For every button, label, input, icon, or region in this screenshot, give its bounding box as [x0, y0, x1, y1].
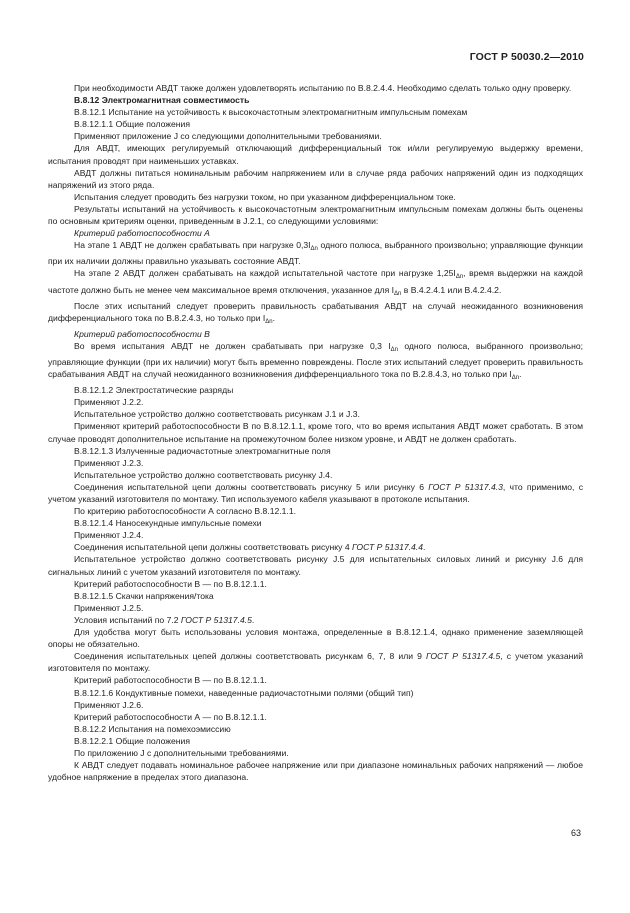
paragraph-text: В.8.12.1.6 Кондуктивные помехи, наведенные радиочастотными полями (общий тип) [74, 687, 414, 698]
standard-reference: ГОСТ Р 51317.4.3 [428, 481, 503, 492]
paragraph [48, 517, 583, 529]
paragraph-text: В.8.12 Электромагнитная совместимость [74, 95, 250, 106]
paragraph-text: Критерий работоспособности А [74, 228, 210, 239]
paragraph [48, 578, 583, 590]
paragraph-text: Применяют J.2.6. [74, 699, 144, 710]
paragraph [48, 384, 583, 396]
paragraph [48, 396, 583, 408]
paragraph-text: На этапе 1 АВДТ не должен срабатывать при нагрузке 0,3I [74, 240, 311, 251]
paragraph [48, 674, 583, 686]
paragraph [48, 759, 583, 783]
document-header: ГОСТ Р 50030.2—2010 [469, 51, 584, 63]
standard-reference: ГОСТ Р 51317.4.4 [352, 542, 423, 553]
paragraph-text: По приложению J с дополнительными требованиями. [74, 747, 289, 758]
subscript: Δn [310, 246, 318, 253]
paragraph [48, 227, 583, 239]
paragraph-text: Применяют критерий работоспособности В по В.8.12.1.1, кроме того, что во время испытания АВДТ может сработать. В этом случае проводят дополнительное испытание на промежуточном более низком уровне, и АВДТ не должен сработать. [48, 421, 583, 444]
paragraph [48, 420, 583, 444]
subscript: Δn [390, 346, 398, 353]
paragraph-text: Результаты испытаний на устойчивость к высокочастотным электромагнитным импульсным помехам должны быть оценены по основным критериям оценки, приведенным в J.2.1, со следующими условиями: [48, 203, 583, 227]
paragraph-text: Соединения испытательных цепей должны соответствовать рисункам 6, 7, 8 или 9 [74, 651, 426, 662]
paragraph-text: одного полюса, выбранного произвольно; управляющие функции при их наличии должны правильно указывать состояние АВДТ. [48, 240, 583, 267]
document-body [48, 82, 583, 783]
paragraph [48, 118, 583, 130]
paragraph-text: Для удобства могут быть использованы условия монтажа, определенные в В.8.12.1.4, однако применение заземляющей опоры не обязательно. [48, 627, 583, 650]
paragraph [48, 106, 583, 118]
paragraph [48, 300, 583, 328]
paragraph-text: В.8.12.1.1 Общие положения [74, 119, 190, 130]
paragraph-text: , что применимо, с учетом указаний изготовителя по монтажу. Тип используемого кабеля указывают в протоколе испытания. [48, 481, 583, 504]
paragraph [48, 529, 583, 541]
paragraph [48, 445, 583, 457]
paragraph-text: При необходимости АВДТ также должен удовлетворять испытанию по В.8.2.4.4. Необходимо сделать только одну проверку. [74, 83, 572, 93]
paragraph-text: По критерию работоспособности А согласно В.8.12.1.1. [74, 506, 296, 517]
paragraph [48, 94, 583, 106]
paragraph-text: . [272, 312, 276, 323]
paragraph-text: Критерий работоспособности В — по В.8.12.1.1. [74, 578, 267, 589]
paragraph [48, 602, 583, 614]
paragraph [48, 723, 583, 735]
page-number: 63 [570, 828, 581, 838]
paragraph-text: Применяют J.2.4. [74, 530, 144, 541]
paragraph-text: Применяют J.2.5. [74, 602, 144, 613]
paragraph [48, 747, 583, 759]
paragraph-text: Испытательное устройство должно соответствовать рисунку J.4. [74, 469, 333, 480]
subscript: Δn [511, 375, 520, 382]
paragraph-text: В.8.12.1.5 Скачки напряжения/тока [74, 590, 214, 601]
paragraph [48, 267, 583, 299]
paragraph-text: Применяют J.2.2. [74, 397, 144, 408]
paragraph [48, 328, 583, 340]
paragraph [48, 687, 583, 699]
paragraph-text: АВДТ должны питаться номинальным рабочим напряжением или в случае ряда рабочих напряжений один из подходящих напряжений из этого ряда. [48, 167, 583, 190]
subscript: Δn [455, 274, 464, 281]
paragraph-text: Соединения испытательной цепи должны соответствовать рисунку 4 [74, 542, 352, 553]
paragraph [48, 541, 583, 553]
paragraph-text: В.8.12.1.4 Наносекундные импульсные помехи [74, 518, 262, 529]
paragraph [48, 505, 583, 517]
paragraph-text: в В.4.2.4.1 или В.4.2.4.2. [401, 284, 502, 295]
paragraph [48, 650, 583, 674]
paragraph-text: . [251, 614, 255, 625]
paragraph-text: Соединения испытательной цепи должны соответствовать рисунку 5 или рисунку 6 [74, 481, 429, 492]
paragraph-text: Испытания следует проводить без нагрузки током, но при указанном дифференциальном токе. [74, 191, 456, 202]
paragraph-text: Испытательное устройство должно соответствовать рисункам J.1 и J.3. [74, 409, 360, 420]
paragraph-text: Во время испытания АВДТ не должен срабатывать при нагрузке 0,3 I [74, 340, 391, 351]
paragraph [48, 239, 583, 267]
paragraph-text: В.8.12.1.3 Излученные радиочастотные электромагнитные поля [74, 445, 331, 456]
subscript: Δn [394, 290, 402, 297]
paragraph-text: К АВДТ следует подавать номинальное рабочее напряжение или при диапазоне номинальных рабочих напряжений — любое удобное напряжение в пределах этого диапазона. [48, 760, 583, 783]
paragraph-text: На этапе 2 АВДТ должен срабатывать на каждой испытательной частоте при нагрузке 1,25I [74, 268, 456, 279]
subscript: Δn [265, 318, 273, 325]
paragraph [48, 626, 583, 650]
standard-reference: ГОСТ Р 51317.4.5 [425, 651, 501, 662]
paragraph-text: В.8.12.1.2 Электростатические разряды [74, 385, 234, 396]
paragraph-text: . [519, 369, 522, 380]
paragraph-text: одного полюса, выбранного произвольно; управляющие функции (при их наличии) могут быть временно повреждены. После этих испытаний следует проверить правильность срабатывания АВДТ на случай неожиданного возникновения дифференциального тока по В.2.8.4.3, но только при I [48, 340, 583, 380]
paragraph [48, 735, 583, 747]
paragraph-text: Испытательное устройство должно соответствовать рисунку J.5 для испытательных силовых линий и рисунку J.6 для сигнальных линий с учетом указаний изготовителя по монтажу. [48, 554, 583, 577]
paragraph-text: Для АВДТ, имеющих регулируемый отключающий дифференциальный ток и/или регулируемую выдержку времени, испытания проводят при наименьших уставках. [48, 143, 583, 166]
paragraph [48, 457, 583, 469]
paragraph [48, 699, 583, 711]
paragraph-text: Применяют приложение J со следующими дополнительными требованиями. [74, 131, 382, 142]
paragraph-text: В.8.12.1 Испытание на устойчивость к высокочастотным электромагнитным импульсным помехам [74, 107, 468, 118]
paragraph-text: Критерий работоспособности А — по В.8.12.1.1. [74, 711, 267, 722]
paragraph-text: . [422, 542, 426, 553]
paragraph-text: В.8.12.2 Испытания на помехоэмиссию [74, 723, 231, 734]
paragraph [48, 130, 583, 142]
paragraph [48, 142, 583, 166]
paragraph [48, 408, 583, 420]
paragraph-text: В.8.12.2.1 Общие положения [74, 735, 190, 746]
paragraph [48, 191, 583, 203]
paragraph [48, 82, 583, 94]
paragraph [48, 590, 583, 602]
paragraph-text: Критерий работоспособности В — по В.8.12.1.1. [74, 675, 267, 686]
paragraph [48, 553, 583, 577]
paragraph [48, 469, 583, 481]
paragraph [48, 340, 583, 384]
paragraph-text: Условия испытаний по 7.2 [74, 614, 181, 625]
paragraph-text: Применяют J.2.3. [74, 457, 144, 468]
paragraph-text: После этих испытаний следует проверить правильность срабатывания АВДТ на случай неожиданного возникновения дифференциального тока по В.8.2.4.3, но только при I [48, 300, 583, 323]
paragraph-text: , с учетом указаний изготовителя по монтажу. [48, 651, 584, 674]
paragraph [48, 614, 583, 626]
paragraph [48, 711, 583, 723]
paragraph [48, 167, 583, 191]
standard-reference: ГОСТ Р 51317.4.5 [180, 614, 252, 625]
paragraph-text: Критерий работоспособности В [74, 328, 210, 339]
paragraph [48, 481, 583, 505]
paragraph-text: , время выдержки на каждой частоте должно быть не менее чем максимальное время отключения, указанное для I [48, 268, 583, 295]
paragraph [48, 203, 583, 227]
